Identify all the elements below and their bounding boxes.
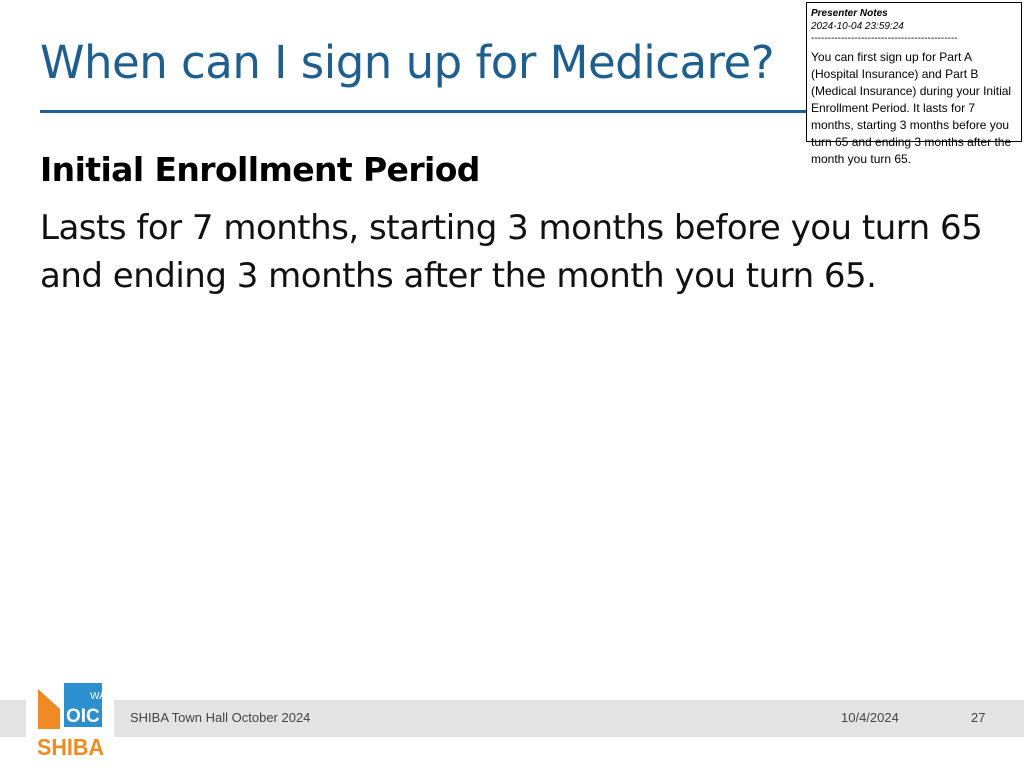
page-number: 27 bbox=[971, 710, 986, 725]
presenter-notes-text: You can first sign up for Part A (Hospital Insurance) and Part B (Medical Insurance) during your Initial Enrollment Period. It lasts for 7 months, starting 3 months before you turn 65 and ending 3 months after the month you turn 65. bbox=[811, 50, 1012, 166]
footer-left-bar bbox=[0, 700, 26, 737]
presenter-notes-separator: -------------------------------------------- bbox=[811, 33, 958, 44]
title-underline bbox=[40, 110, 810, 113]
logo-oic-text: OIC bbox=[66, 706, 100, 727]
logo-shiba-text: SHIBA bbox=[37, 734, 104, 759]
slide-title: When can I sign up for Medicare? bbox=[40, 36, 775, 89]
logo-wa-text: WA bbox=[90, 691, 106, 702]
presenter-notes-date: 2024-10-04 23:59:24 bbox=[811, 21, 904, 32]
slide-body-text: Lasts for 7 months, starting 3 months before you turn 65 and ending 3 months after the month you turn 65. bbox=[40, 208, 983, 296]
oic-shiba-logo bbox=[36, 683, 106, 759]
footer-date: 10/4/2024 bbox=[841, 710, 899, 725]
presenter-notes-box bbox=[806, 2, 1022, 166]
footer-label: SHIBA Town Hall October 2024 bbox=[130, 710, 311, 725]
slide-subheading: Initial Enrollment Period bbox=[40, 150, 480, 189]
presenter-notes-title: Presenter Notes bbox=[811, 8, 888, 19]
